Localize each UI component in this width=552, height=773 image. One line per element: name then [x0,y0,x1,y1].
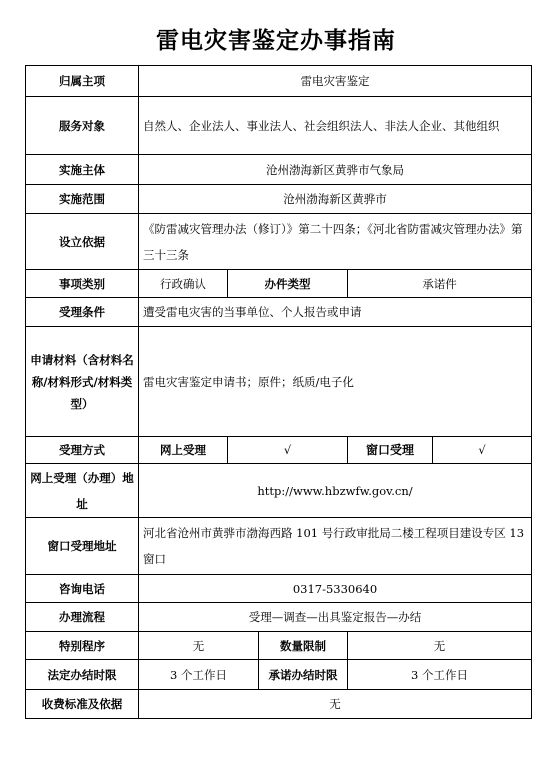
conditions-label: 受理条件 [26,298,139,327]
fee-label: 收费标准及依据 [26,690,139,719]
materials-value: 雷电灾害鉴定申请书；原件；纸质/电子化 [139,327,532,437]
window-method-cell [348,437,532,464]
category-value: 雷电灾害鉴定 [139,66,532,97]
table-row [26,464,532,518]
phone-value: 0317-5330640 [139,575,532,603]
process-value: 受理—调查—出具鉴定报告—办结 [139,603,532,632]
process-label: 办理流程 [26,603,139,632]
subject-label: 实施主体 [26,155,139,185]
legal-time-value: 3 个工作日 [139,660,259,690]
table-row [26,575,532,603]
promise-time-label: 承诺办结时限 [259,660,348,690]
basis-value: 《防雷减灾管理办法（修订）》第二十四条；《河北省防雷减灾管理办法》第三十三条 [139,214,532,270]
case-type-value: 承诺件 [348,270,532,298]
table-row [26,270,532,298]
online-address-label: 网上受理（办理）地址 [26,464,139,518]
page-title: 雷电灾害鉴定办事指南 [156,28,396,54]
special-label: 特别程序 [26,632,139,660]
table-row [26,214,532,270]
table-row [26,518,532,575]
table-row [26,298,532,327]
conditions-value: 遭受雷电灾害的当事单位、个人报告或申请 [139,298,532,327]
online-check-mark: √ [228,437,348,464]
online-address-link[interactable]: http://www.hbzwfw.gov.cn/ [139,464,532,518]
guide-table [25,65,532,719]
table-row [26,327,532,437]
subject-value: 沧州渤海新区黄骅市气象局 [139,155,532,185]
table-row [26,66,532,97]
window-method-label: 窗口受理 [348,437,433,463]
scope-value: 沧州渤海新区黄骅市 [139,185,532,214]
scope-label: 实施范围 [26,185,139,214]
target-label: 服务对象 [26,97,139,155]
table-row [26,603,532,632]
target-value: 自然人、企业法人、事业法人、社会组织法人、非法人企业、其他组织 [139,97,532,155]
category-label: 归属主项 [26,66,139,97]
table-row [26,185,532,214]
table-row [26,660,532,690]
online-method-label: 网上受理 [139,437,228,464]
quantity-limit-label: 数量限制 [259,632,348,660]
window-address-label: 窗口受理地址 [26,518,139,575]
table-row [26,690,532,719]
phone-label: 咨询电话 [26,575,139,603]
materials-label: 申请材料（含材料名称/材料形式/材料类型） [26,327,139,437]
table-row [26,632,532,660]
quantity-limit-value: 无 [348,632,532,660]
basis-label: 设立依据 [26,214,139,270]
promise-time-value: 3 个工作日 [348,660,532,690]
item-type-value: 行政确认 [139,270,228,298]
table-row [26,155,532,185]
legal-time-label: 法定办结时限 [26,660,139,690]
special-value: 无 [139,632,259,660]
item-type-label: 事项类别 [26,270,139,298]
window-address-value: 河北省沧州市黄骅市渤海西路 101 号行政审批局二楼工程项目建设专区 13 窗口 [139,518,532,575]
method-label: 受理方式 [26,437,139,464]
table-row [26,97,532,155]
fee-value: 无 [139,690,532,719]
window-check-mark: √ [478,443,486,457]
table-row [26,437,532,464]
case-type-label: 办件类型 [228,270,348,298]
